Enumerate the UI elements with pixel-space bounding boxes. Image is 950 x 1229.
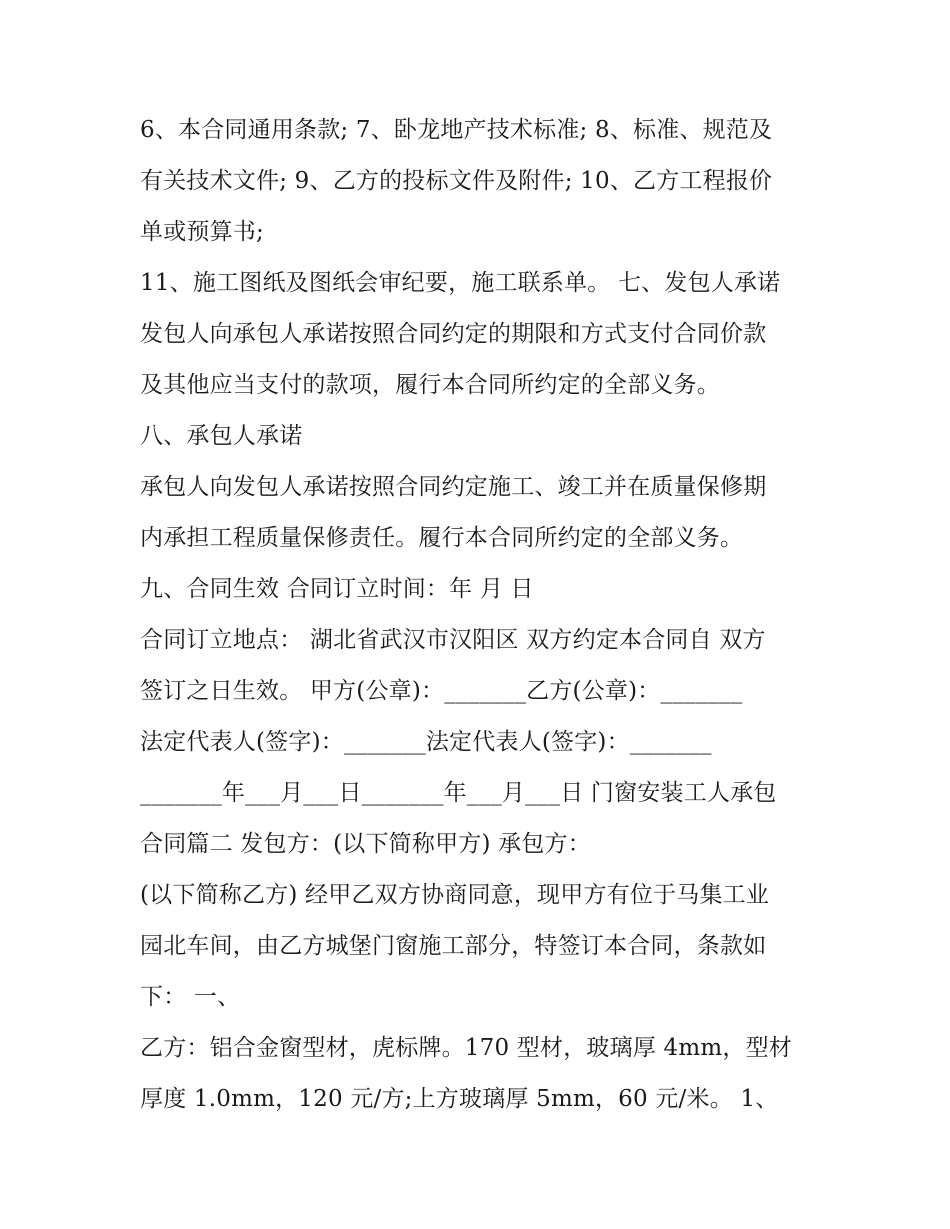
signature-line-seal: 签订之日生效。 甲方(公章)：_______乙方(公章)：_______: [140, 678, 743, 704]
text-line-15: 合同篇二 发包方：(以下简称甲方) 承包方：: [140, 831, 591, 857]
text-line-11: 合同订立地点： 湖北省武汉市汉阳区 双方约定本合同自 双方: [140, 627, 766, 653]
text-line-2: 有关技术文件; 9、乙方的投标文件及附件; 10、乙方工程报价: [140, 168, 773, 194]
section-heading-8: 八、承包人承诺: [140, 423, 303, 449]
text-line-9: 内承担工程质量保修责任。履行本合同所约定的全部义务。: [140, 525, 744, 551]
text-line-1: 6、本合同通用条款; 7、卧龙地产技术标准; 8、标准、规范及: [140, 117, 773, 143]
text-line-4: 11、施工图纸及图纸会审纪要，施工联系单。 七、发包人承诺: [140, 270, 781, 296]
section-heading-9: 九、合同生效 合同订立时间：年 月 日: [140, 576, 534, 602]
text-line-18: 下： 一、: [140, 984, 241, 1010]
text-line-16: (以下简称乙方) 经甲乙双方协商同意，现甲方有位于马集工业: [140, 882, 770, 908]
text-line-17: 园北车间，由乙方城堡门窗施工部分，特签订本合同，条款如: [140, 933, 767, 959]
text-line-5: 发包人向承包人承诺按照合同约定的期限和方式支付合同价款: [140, 321, 767, 347]
signature-line-representative: 法定代表人(签字)：_______法定代表人(签字)：_______: [140, 729, 712, 755]
text-line-3: 单或预算书;: [140, 219, 264, 245]
text-line-8: 承包人向发包人承诺按照合同约定施工、竣工并在质量保修期: [140, 474, 767, 500]
text-line-6: 及其他应当支付的款项，履行本合同所约定的全部义务。: [140, 372, 720, 398]
document-body: [140, 105, 820, 1125]
text-line-19: 乙方：铝合金窗型材，虎标牌。170 型材，玻璃厚 4mm，型材: [140, 1035, 792, 1061]
signature-line-date: _______年___月___日_______年___月___日 门窗安装工人承包: [140, 780, 777, 806]
text-line-20: 厚度 1.0mm，120 元/方;上方玻璃厚 5mm，60 元/米。 1、: [140, 1086, 779, 1112]
